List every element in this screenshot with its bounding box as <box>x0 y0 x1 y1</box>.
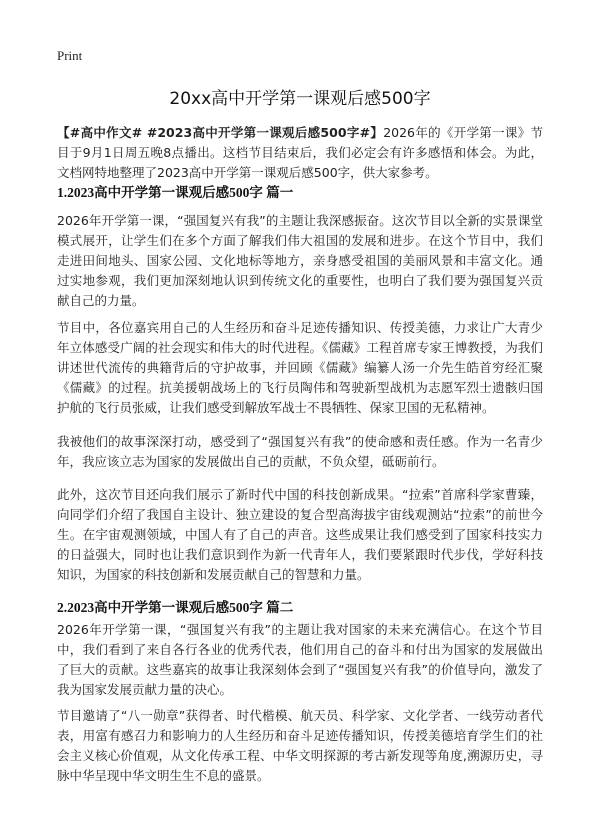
intro-tag: 【#高中作文# #2023高中开学第一课观后感500字#】 <box>57 125 384 140</box>
print-label: Print <box>57 48 83 63</box>
section-2-paragraph-2: 节目邀请了“八一勋章”获得者、时代楷模、航天员、科学家、文化学者、一线劳动者代表，用富有感召力和影响力的人生经历和奋斗足迹传播知识，传授美德培育学生们的社会主义核心价值观，从文化传承工程、中华文明探源的考古新发现等角度,溯源历史，寻脉中华呈现中华文明生生不息的盛景。 <box>57 708 543 783</box>
section-1-paragraph-3: 我被他们的故事深深打动，感受到了“强国复兴有我”的使命感和责任感。作为一名青少年，我应该立志为国家的发展做出自己的贡献，不负众望，砥砺前行。 <box>57 434 543 469</box>
section-1-paragraph-1: 2026年开学第一课，“强国复兴有我”的主题让我深感振奋。这次节目以全新的实景课堂模式展开，让学生们在多个方面了解我们伟大祖国的发展和进步。在这个节目中，我们走进田间地头、国家公园、文化地标等地方，亲身感受祖国的美丽风景和丰富文化。通过实地参观，我们更加深刻地认识到传统文化的重要性，也明白了我们要为强国复兴贡献自己的力量。 <box>57 213 543 308</box>
section-1-paragraph-4: 此外，这次节目还向我们展示了新时代中国的科技创新成果。“拉索”首席科学家曹臻，向同学们介绍了我国自主设计、独立建设的复合型高海拔宇宙线观测站“拉索”的前世今生。在宇宙观测领域，中国人有了自己的声音。这些成果让我们感受到了国家科技实力的日益强大，同时也让我们意识到作为新一代青年人，我们要紧跟时代步伐，学好科技知识，为国家的科技创新和发展贡献自己的智慧和力量。 <box>57 487 543 582</box>
intro-text: 2026年的《开学第一课》节目于9月1日周五晚8点播出。这档节目结束后，我们必定会有许多感悟和体会。为此，文档网特地整理了2023高中开学第一课观后感500字，供大家参考。 <box>57 125 543 180</box>
section-2-paragraph-1: 2026年开学第一课，“强国复兴有我”的主题让我对国家的未来充满信心。在这个节目中，我们看到了来自各行各业的优秀代表，他们用自己的奋斗和付出为国家的发展做出了巨大的贡献。这些嘉宾的故事让我深刻体会到了“强国复兴有我”的价值导向，激发了我为国家发展贡献力量的决心。 <box>57 622 543 697</box>
document-title: 20xx高中开学第一课观后感500字 <box>169 89 431 109</box>
section-heading-1: 1.2023高中开学第一课观后感500字 篇一 <box>57 185 294 200</box>
section-heading-2: 2.2023高中开学第一课观后感500字 篇二 <box>57 600 294 615</box>
intro-paragraph <box>57 123 543 183</box>
section-1-paragraph-2: 节目中，各位嘉宾用自己的人生经历和奋斗足迹传播知识、传授美德，力求让广大青少年立体感受广阔的社会现实和伟大的时代进程。《儒藏》工程首席专家王博教授，为我们讲述世代流传的典籍背后的守护故事，并回顾《儒藏》编纂人汤一介先生皓首穷经汇聚《儒藏》的过程。抗美援朝战场上的飞行员陶伟和驾驶新型战机为志愿军烈士遗骸归国护航的飞行员张威，让我们感受到解放军战士不畏牺牲、保家卫国的无私精神。 <box>57 320 543 415</box>
